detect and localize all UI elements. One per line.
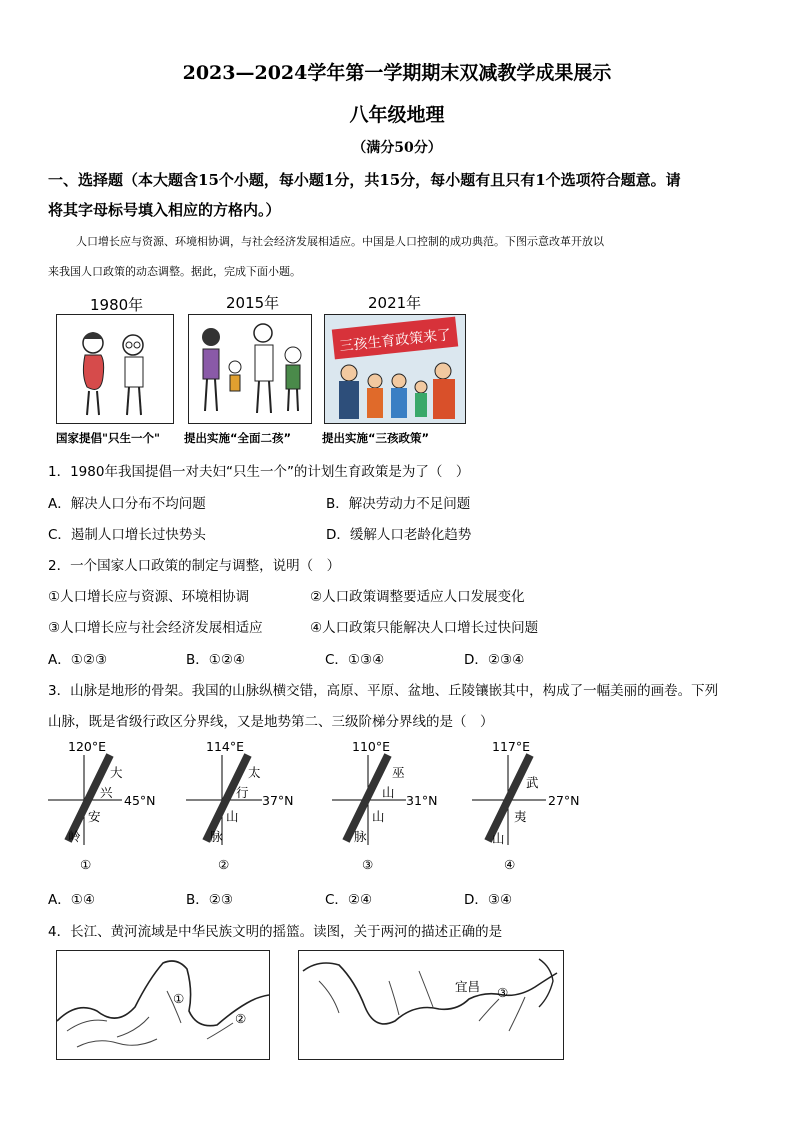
panel-2015-year: 2015年: [226, 294, 280, 312]
q2-statement-4: ④人口政策只能解决人口增长过快问题: [310, 620, 539, 636]
q1-option-d[interactable]: D．缓解人口老龄化趋势: [326, 527, 472, 543]
diagram-3-name-char-2: 山: [382, 785, 395, 800]
exam-score: （满分50分）: [352, 140, 442, 156]
intro-line1: 人口增长应与资源、环境相协调，与社会经济发展相适应。中国是人口控制的成功典范。下图示意改革开放以: [76, 235, 604, 248]
q3-option-d[interactable]: D．③④: [464, 892, 513, 908]
q2-stem: 2．一个国家人口政策的制定与调整，说明（ ）: [48, 558, 341, 574]
map2-label-yichang: 宜昌: [455, 979, 481, 994]
map1-label-2: ②: [235, 1011, 247, 1026]
diagram-1-label: ①: [80, 857, 92, 872]
diagram-4-longitude: 117°E: [492, 739, 531, 754]
mountain-diagram-2: [186, 739, 294, 872]
diagram-1-name-char-1: 大: [110, 765, 123, 780]
diagram-2-label: ②: [218, 857, 230, 872]
yangtze-river-map-svg: [299, 951, 563, 1059]
mountain-diagram-3: [332, 739, 438, 872]
q2-statement-3: ③人口增长应与社会经济发展相适应: [48, 620, 263, 636]
diagram-4-latitude: 27°N: [548, 793, 580, 808]
exam-title: 2023—2024学年第一学期期末双减教学成果展示: [182, 62, 612, 84]
diagram-1-name-char-3: 安: [88, 809, 101, 824]
diagram-3-longitude: 110°E: [352, 739, 391, 754]
diagram-4-name-char-3: 山: [492, 831, 505, 846]
q4-stem: 4．长江、黄河流域是中华民族文明的摇篮。读图，关于两河的描述正确的是: [48, 924, 503, 940]
diagram-1-name-char-2: 兴: [100, 785, 113, 800]
diagram-3-label: ③: [362, 857, 374, 872]
panel-2021-caption: 提出实施“三孩政策”: [322, 431, 430, 445]
q2-option-c[interactable]: C．①③④: [325, 652, 385, 668]
panel-2015: [188, 314, 312, 424]
q1-option-c[interactable]: C．遏制人口增长过快势头: [48, 527, 206, 543]
diagram-3-name-char-1: 巫: [392, 765, 405, 780]
diagram-2-latitude: 37°N: [262, 793, 294, 808]
q2-option-a[interactable]: A．①②③: [48, 652, 108, 668]
q3-option-a[interactable]: A．①④: [48, 892, 95, 908]
panel-1980-caption: 国家提倡"只生一个": [56, 431, 160, 445]
panel-2021-year: 2021年: [368, 294, 422, 312]
yellow-river-map-svg: [57, 951, 269, 1059]
q2-statement-2: ②人口政策调整要适应人口发展变化: [310, 589, 525, 605]
diagram-3-latitude: 31°N: [406, 793, 438, 808]
diagram-3-name-char-3: 山: [372, 809, 385, 824]
diagram-2-longitude: 114°E: [206, 739, 245, 754]
family-two-child-illustration: [189, 315, 311, 423]
mountain-diagrams-svg: [40, 733, 600, 881]
diagram-2-name-char-4: 脉: [210, 829, 223, 844]
diagram-4-name-char-1: 武: [526, 775, 539, 790]
mountain-diagrams: [40, 733, 600, 881]
diagram-3-name-char-4: 脉: [354, 829, 367, 844]
diagram-4-label: ④: [504, 857, 516, 872]
mountain-diagram-4: [472, 739, 580, 872]
map1-label-1: ①: [173, 991, 185, 1006]
policy-figure: [48, 292, 478, 452]
mountain-diagram-1: [48, 739, 156, 872]
section-heading-line2: 将其字母标号填入相应的方格内。）: [48, 201, 281, 219]
map2-label-3: ③: [497, 985, 509, 1000]
yellow-river-map: [56, 950, 270, 1060]
q2-statement-1: ①人口增长应与资源、环境相协调: [48, 589, 250, 605]
diagram-2-name-char-3: 山: [226, 809, 239, 824]
section-heading-line1: 一、选择题（本大题含15个小题，每小题1分，共15分，每小题有且只有1个选项符合题意。请: [48, 171, 681, 189]
diagram-2-name-char-1: 太: [248, 765, 261, 780]
diagram-4-name-char-2: 夷: [514, 809, 527, 824]
panel-2015-caption: 提出实施“全面二孩”: [184, 431, 292, 445]
panel-1980-year: 1980年: [90, 296, 144, 314]
q3-option-c[interactable]: C．②④: [325, 892, 373, 908]
q2-option-d[interactable]: D．②③④: [464, 652, 525, 668]
q1-option-a[interactable]: A．解决人口分布不均问题: [48, 496, 206, 512]
yangtze-river-map: [298, 950, 564, 1060]
intro-line2: 来我国人口政策的动态调整。据此，完成下面小题。: [48, 265, 301, 278]
q3-option-b[interactable]: B．②③: [186, 892, 233, 908]
diagram-1-name-char-4: 岭: [68, 829, 81, 844]
q2-option-b[interactable]: B．①②④: [186, 652, 246, 668]
family-one-child-illustration: [57, 315, 173, 423]
diagram-1-latitude: 45°N: [124, 793, 156, 808]
exam-subtitle: 八年级地理: [349, 104, 445, 126]
panel-1980: [56, 314, 174, 424]
q1-stem: 1．1980年我国提倡一对夫妇“只生一个”的计划生育政策是为了（ ）: [48, 464, 470, 480]
three-child-policy-illustration: [325, 315, 465, 423]
panel-2021: [324, 314, 466, 424]
q3-stem-line2: 山脉，既是省级行政区分界线，又是地势第二、三级阶梯分界线的是（ ）: [48, 714, 494, 730]
diagram-1-longitude: 120°E: [68, 739, 107, 754]
q3-stem-line1: 3．山脉是地形的骨架。我国的山脉纵横交错，高原、平原、盆地、丘陵镶嵌其中，构成了一幅美丽的画卷。下列: [48, 683, 719, 699]
q1-option-b[interactable]: B．解决劳动力不足问题: [326, 496, 471, 512]
diagram-2-name-char-2: 行: [236, 785, 249, 800]
banner-text: 三孩生育政策来了: [338, 327, 452, 355]
